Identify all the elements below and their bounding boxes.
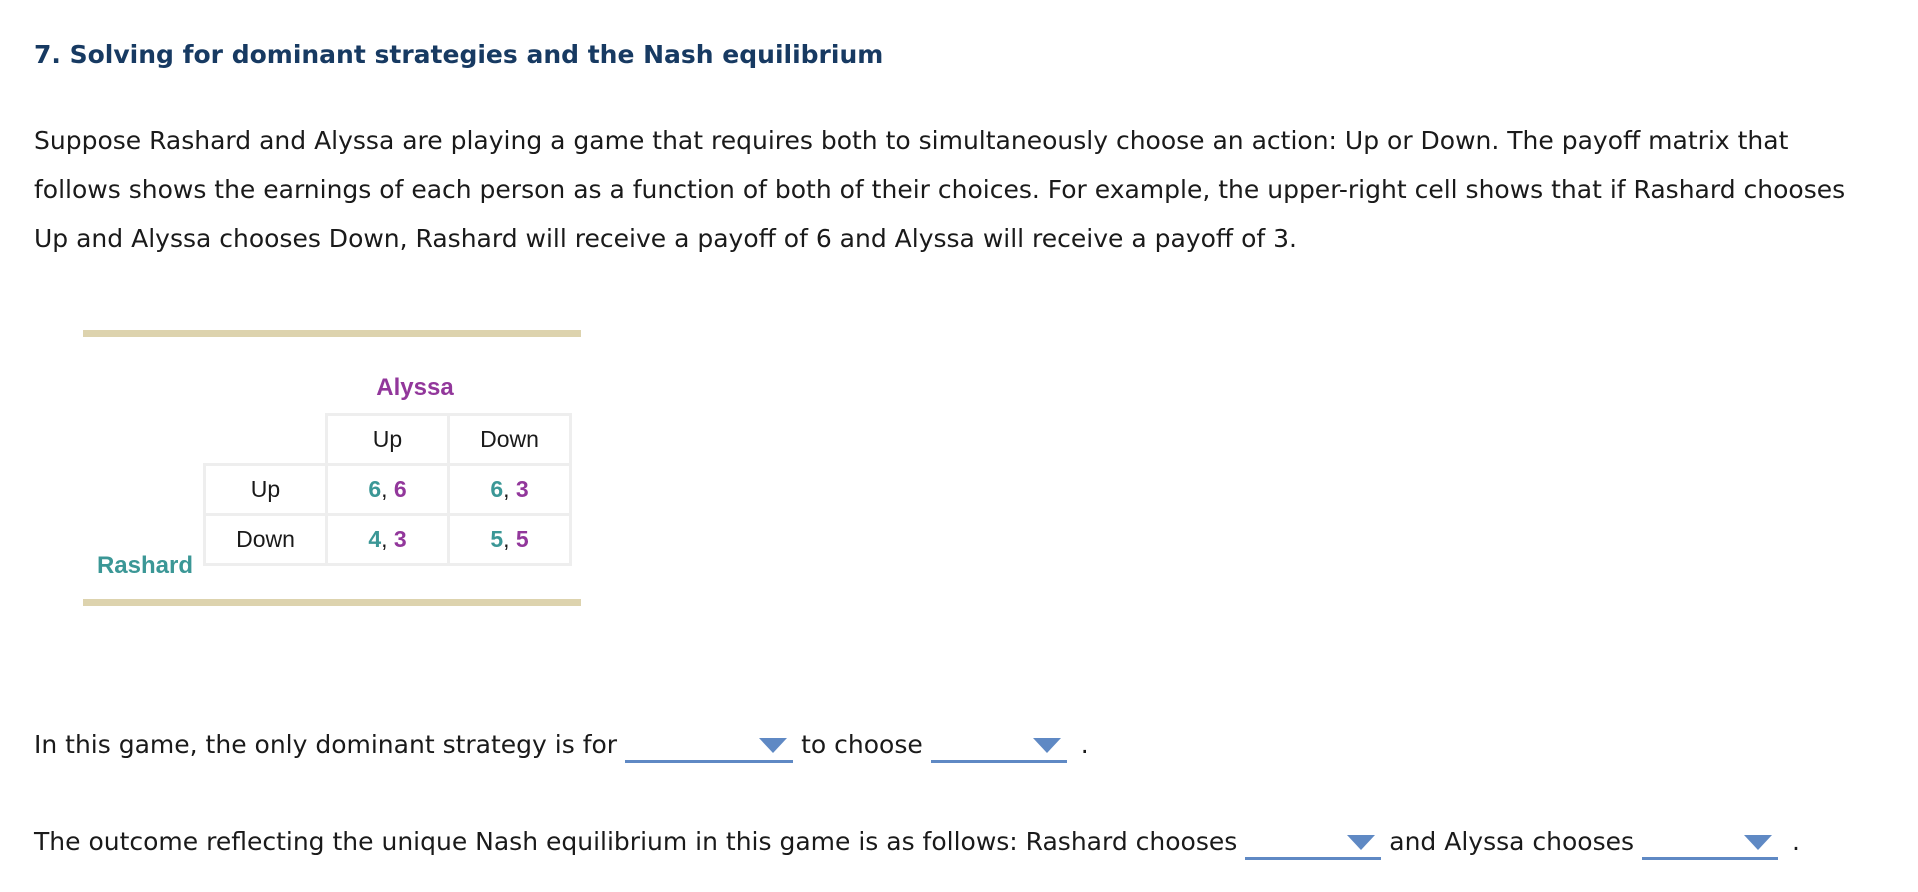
payoff-comma: , [381,526,388,552]
alyssa-payoff: 5 [515,526,529,552]
rashard-choice-dropdown[interactable] [1245,827,1381,860]
chevron-down-icon [1744,835,1772,850]
row-player-label: Rashard [96,552,193,579]
q2-text-before: The outcome reflecting the unique Nash equilibrium in this game is as follows: Rashard chooses [34,827,1238,856]
row-header-up: Up [205,465,327,515]
rashard-payoff: 4 [368,526,382,552]
question-intro: Suppose Rashard and Alyssa are playing a game that requires both to simultaneously choose an action: Up or Down. The payoff matrix that follows shows the earnings of each person as a function of both of their choices. For example, the upper-right cell shows that if Rashard chooses Up and Alyssa chooses Down, Rashard will receive a payoff of 6 and Alyssa will receive a payoff of 3. [34,126,1846,253]
payoff-cell-up-up [327,465,449,515]
q1-text-middle: to choose [801,730,923,759]
payoff-comma: , [503,526,510,552]
column-player-label: Alyssa [376,374,454,401]
matrix-top-rule [83,330,581,337]
payoff-matrix [83,330,581,606]
alyssa-payoff: 6 [393,476,407,502]
nash-equilibrium-question [34,825,1800,858]
q2-text-middle: and Alyssa chooses [1389,827,1635,856]
q1-text-before: In this game, the only dominant strategy is for [34,730,618,759]
matrix-bottom-rule [83,599,581,606]
payoff-cell-up-down [449,465,571,515]
chevron-down-icon [1347,835,1375,850]
question-title: 7. Solving for dominant strategies and the Nash equilibrium [34,40,884,69]
player-dropdown[interactable] [625,730,793,763]
chevron-down-icon [759,738,787,753]
alyssa-choice-dropdown[interactable] [1642,827,1778,860]
corner-cell [205,415,327,465]
q2-period: . [1792,827,1800,856]
row-header-down: Down [205,515,327,565]
column-header-down: Down [449,415,571,465]
table-row [205,465,571,515]
payoff-cell-down-down [449,515,571,565]
rashard-payoff: 5 [490,526,504,552]
payoff-cell-down-up [327,515,449,565]
alyssa-payoff: 3 [515,476,529,502]
rashard-payoff: 6 [490,476,504,502]
alyssa-payoff: 3 [393,526,407,552]
payoff-comma: , [503,476,510,502]
rashard-payoff: 6 [368,476,382,502]
payoff-comma: , [381,476,388,502]
chevron-down-icon [1033,738,1061,753]
q1-period: . [1080,730,1089,759]
dominant-strategy-question [34,728,1089,761]
strategy-dropdown[interactable] [931,730,1067,763]
column-header-up: Up [327,415,449,465]
payoff-table [203,413,572,566]
table-row [205,515,571,565]
